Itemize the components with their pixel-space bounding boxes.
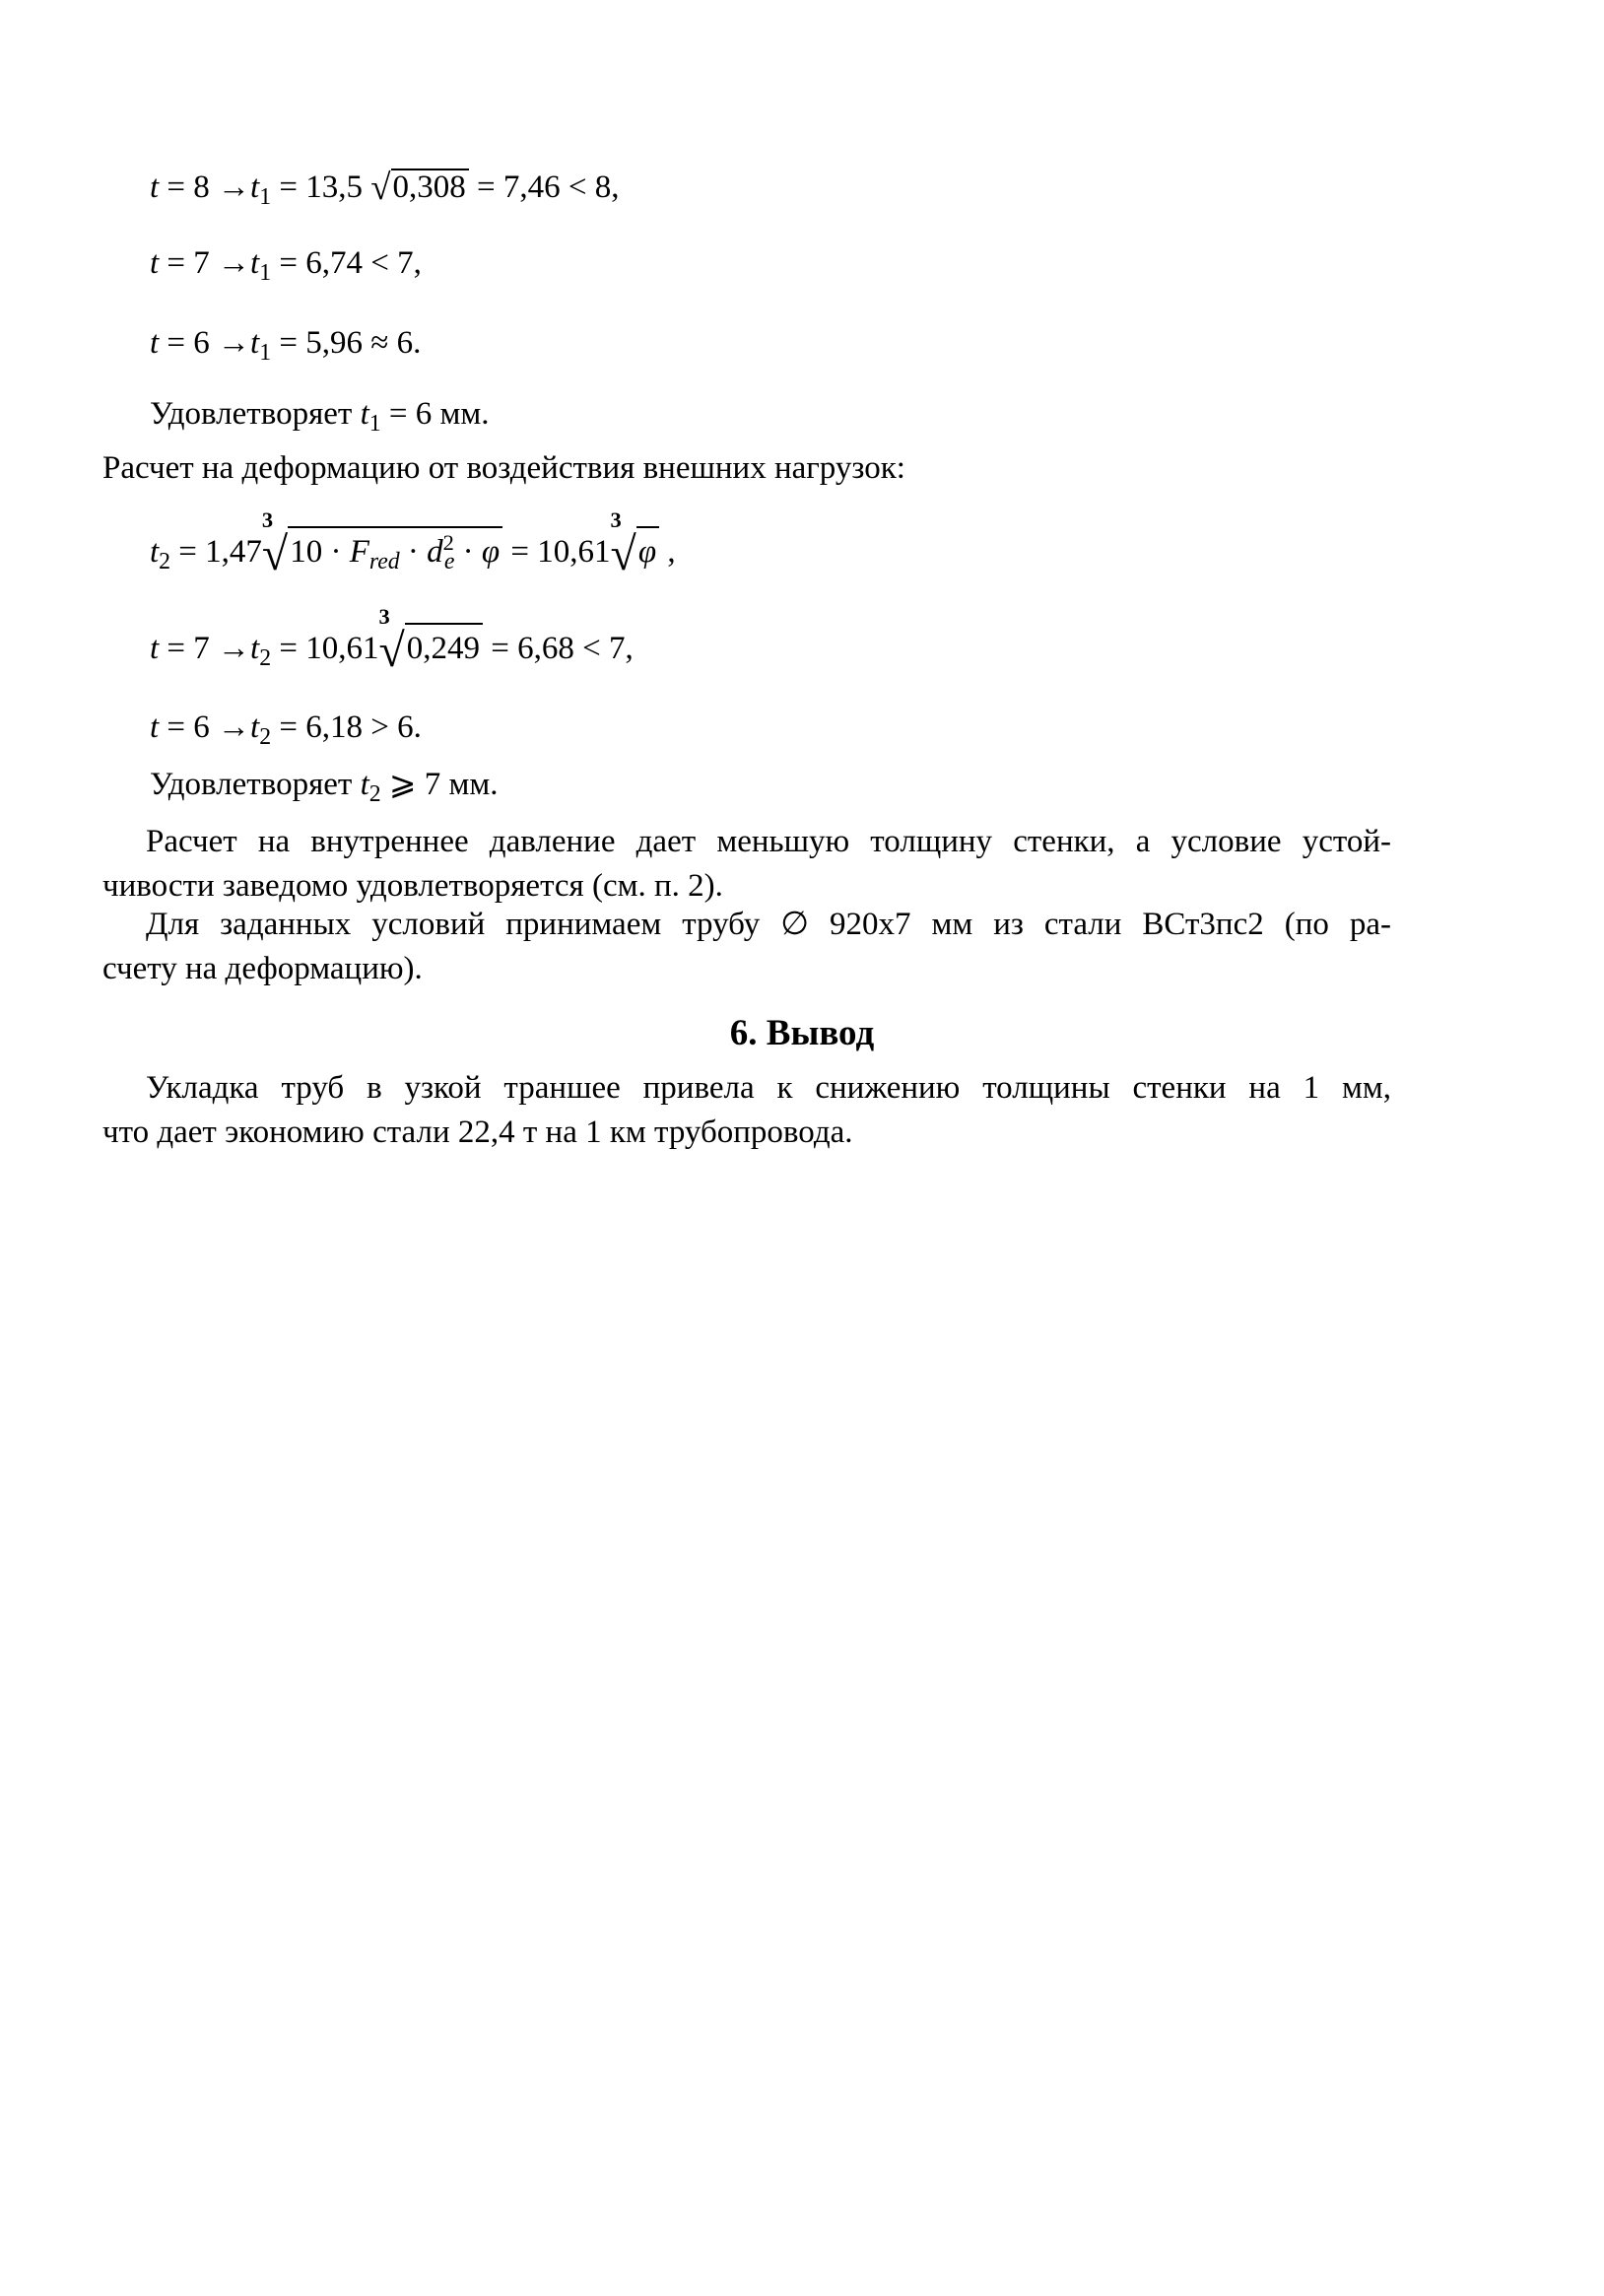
subscript: 2: [159, 548, 171, 574]
coefficient: = 10,61: [502, 534, 611, 570]
result-value: ⩾ 7 мм.: [380, 767, 499, 802]
paragraph-line: что дает экономию стали 22,4 т на 1 км трубопровода.: [102, 1114, 853, 1150]
root-index: 3: [261, 507, 274, 532]
arrow-symbol: →: [218, 169, 251, 205]
radicand: [288, 526, 502, 572]
paragraph-line: чивости заведомо удовлетворяется (см. п. 2).: [102, 868, 723, 904]
arrow-symbol: →: [218, 325, 251, 361]
var-f: F: [349, 534, 369, 570]
formula-t1-case-7: [150, 243, 422, 286]
var-t: t: [150, 325, 160, 361]
subscript: 1: [259, 183, 272, 210]
subscript: e: [443, 548, 455, 574]
heading-text: 6. Вывод: [729, 1013, 875, 1053]
radicand: 0,249: [405, 623, 483, 668]
dot-operator: ·: [454, 534, 482, 570]
subscript: red: [368, 548, 400, 574]
var-t: t: [150, 631, 160, 666]
result: = 7,46 < 8,: [468, 169, 620, 205]
paragraph-line: Расчет на внутреннее давление дает меньшую толщину стенки, а условие устой-: [146, 824, 1391, 859]
arrow-symbol: →: [218, 709, 251, 745]
radical-sign-icon: √: [378, 625, 405, 677]
formula-t2-case-6: [150, 708, 422, 750]
square-root: [370, 166, 469, 207]
var-t2: t: [250, 631, 260, 666]
result-label: Удовлетворяет: [150, 767, 361, 802]
superscript: 2: [442, 529, 454, 555]
radicand: φ: [636, 526, 659, 572]
result: = 6,68 < 7,: [482, 631, 634, 666]
result: = 6,18 > 6.: [271, 709, 422, 745]
paragraph-line: счету на деформацию).: [102, 951, 423, 986]
punctuation: ,: [659, 534, 676, 570]
radicand: 0,308: [391, 169, 469, 204]
result-t1: [150, 394, 490, 437]
value: = 6: [159, 709, 219, 745]
var-t2: t: [360, 767, 369, 802]
result-label: Удовлетворяет: [150, 396, 361, 432]
result-t2: [150, 765, 499, 807]
subscript: 2: [259, 723, 272, 750]
paragraph-pipe-selection: [102, 903, 1391, 991]
radical-sign-icon: √: [261, 528, 289, 580]
formula-t2-general: [150, 507, 676, 580]
var-t2: t: [150, 534, 160, 570]
var-d: d: [427, 534, 443, 570]
radical-sign-icon: √: [610, 528, 636, 580]
var-t: t: [150, 169, 160, 205]
var-t: t: [150, 709, 160, 745]
value: = 7: [159, 631, 219, 666]
result: = 6,74 < 7,: [271, 245, 422, 281]
arrow-symbol: →: [218, 245, 251, 281]
var-t: t: [150, 245, 160, 281]
coefficient: = 1,47: [170, 534, 262, 570]
subscript: 1: [259, 259, 272, 286]
coefficient: = 10,61: [271, 631, 379, 666]
paragraph-line: Для заданных условий принимаем трубу ∅ 920х7 мм из стали ВСт3пс2 (по ра-: [146, 907, 1391, 942]
coefficient: = 13,5: [271, 169, 371, 205]
subscript: 1: [259, 339, 272, 366]
var-t1: t: [360, 396, 369, 432]
dot-operator: ·: [399, 534, 428, 570]
text: Расчет на деформацию от воздействия внешних нагрузок:: [102, 450, 905, 486]
term: 10 ·: [290, 534, 350, 570]
var-t2: t: [250, 709, 260, 745]
value: = 7: [159, 245, 219, 281]
subscript: 1: [368, 410, 381, 437]
root-index: 3: [610, 507, 622, 532]
paragraph-internal-pressure: [102, 820, 1391, 909]
var-t1: t: [250, 325, 260, 361]
root-index: 3: [378, 604, 390, 629]
section-title: [0, 1012, 1604, 1055]
subscript: 2: [368, 780, 381, 807]
value: = 8: [159, 169, 219, 205]
var-t1: t: [250, 245, 260, 281]
arrow-symbol: →: [218, 631, 251, 666]
paragraph-conclusion: [102, 1066, 1391, 1155]
var-phi: φ: [481, 534, 501, 570]
value: = 6: [159, 325, 219, 361]
paragraph-line: Укладка труб в узкой траншее привела к снижению толщины стенки на 1 мм,: [146, 1070, 1391, 1106]
radical-sign-icon: √: [370, 167, 391, 207]
cube-root: [378, 604, 483, 677]
formula-t2-case-7: [150, 604, 634, 677]
deformation-calc-title: [102, 448, 905, 488]
var-t1: t: [250, 169, 260, 205]
result: = 5,96 ≈ 6.: [271, 325, 422, 361]
subscript: 2: [259, 644, 272, 671]
formula-t1-case-6: [150, 323, 422, 366]
cube-root: [261, 507, 502, 580]
result-value: = 6 мм.: [380, 396, 490, 432]
formula-t1-case-8: [150, 166, 620, 210]
cube-root: [610, 507, 660, 580]
